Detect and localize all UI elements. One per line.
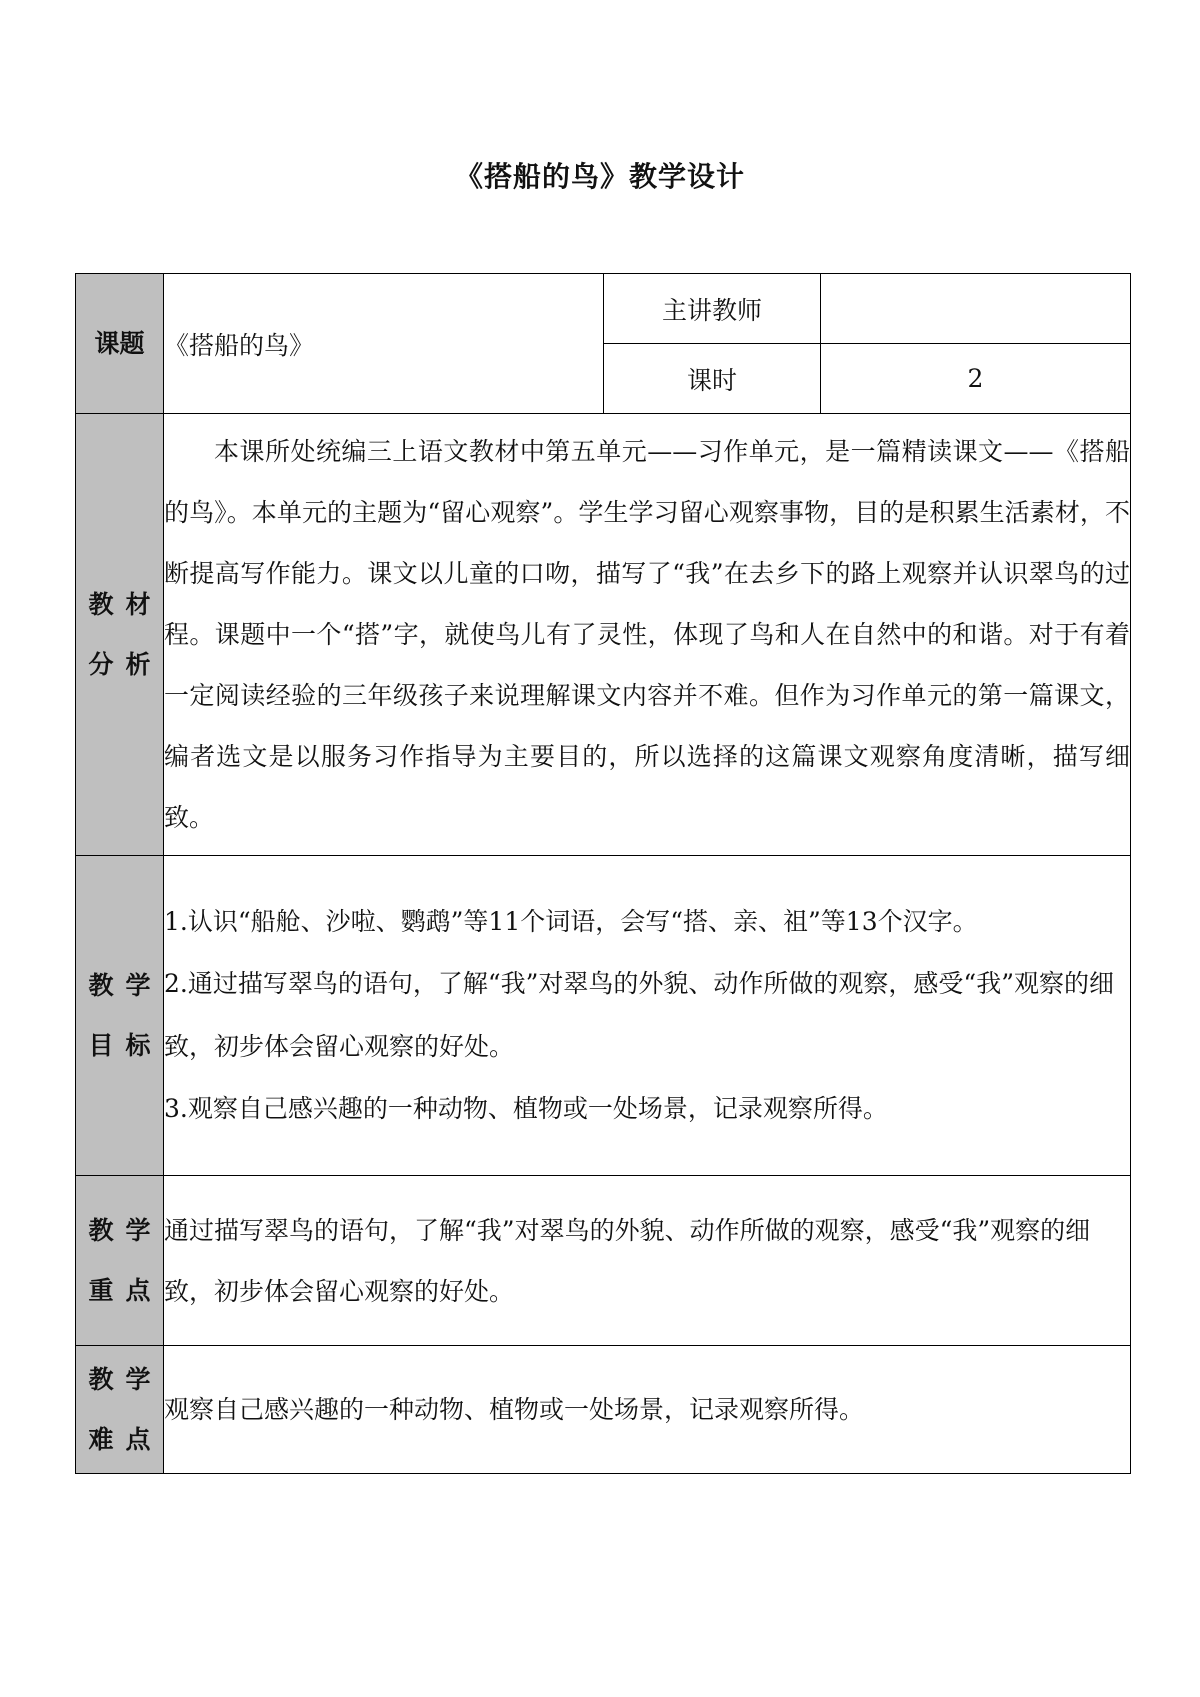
key-points-label: 教学 重点 (76, 1176, 164, 1346)
document-title: 《搭船的鸟》教学设计 (454, 160, 745, 193)
analysis-content (164, 414, 1131, 856)
goals-label: 教学 目标 (76, 856, 164, 1176)
key-points-text: 通过描写翠鸟的语句，了解“我”对翠鸟的外貌、动作所做的观察，感受“我”观察的细致，初步体会留心观察的好处。 (164, 1215, 1091, 1306)
goal-item-2: 2.通过描写翠鸟的语句，了解“我”对翠鸟的外貌、动作所做的观察，感受“我”观察的细致，初步体会留心观察的好处。 (164, 969, 1114, 1061)
lesson-plan-table (75, 273, 1131, 1474)
key-points-content (164, 1176, 1131, 1346)
difficulty-content (164, 1346, 1131, 1474)
topic-value: 《搭船的鸟》 (164, 274, 604, 414)
analysis-label: 教材 分析 (76, 414, 164, 856)
periods-value: 2 (821, 344, 1131, 414)
teacher-label: 主讲教师 (604, 274, 821, 344)
goals-content (164, 856, 1131, 1176)
analysis-text: 本课所处统编三上语文教材中第五单元——习作单元，是一篇精读课文——《搭船的鸟》。本单元的主题为“留心观察”。学生学习留心观察事物，目的是积累生活素材，不断提高写作能力。课文以儿童的口吻，描写了“我”在去乡下的路上观察并认识翠鸟的过程。课题中一个“搭”字，就使鸟儿有了灵性，体现了鸟和人在自然中的和谐。对于有着一定阅读经验的三年级孩子来说理解课文内容并不难。但作为习作单元的第一篇课文，编者选文是以服务习作指导为主要目的，所以选择的这篇课文观察角度清晰，描写细致。 (164, 437, 1130, 832)
difficulty-label: 教学 难点 (76, 1346, 164, 1474)
teacher-value (821, 274, 1131, 344)
goal-item-1: 1.认识“船舱、沙啦、鹦鹉”等11个词语，会写“搭、亲、祖”等13个汉字。 (164, 906, 978, 936)
goal-item-3: 3.观察自己感兴趣的一种动物、植物或一处场景，记录观察所得。 (164, 1094, 888, 1123)
periods-label: 课时 (604, 344, 821, 414)
difficulty-text: 观察自己感兴趣的一种动物、植物或一处场景，记录观察所得。 (164, 1395, 865, 1424)
topic-label: 课题 (76, 274, 164, 414)
